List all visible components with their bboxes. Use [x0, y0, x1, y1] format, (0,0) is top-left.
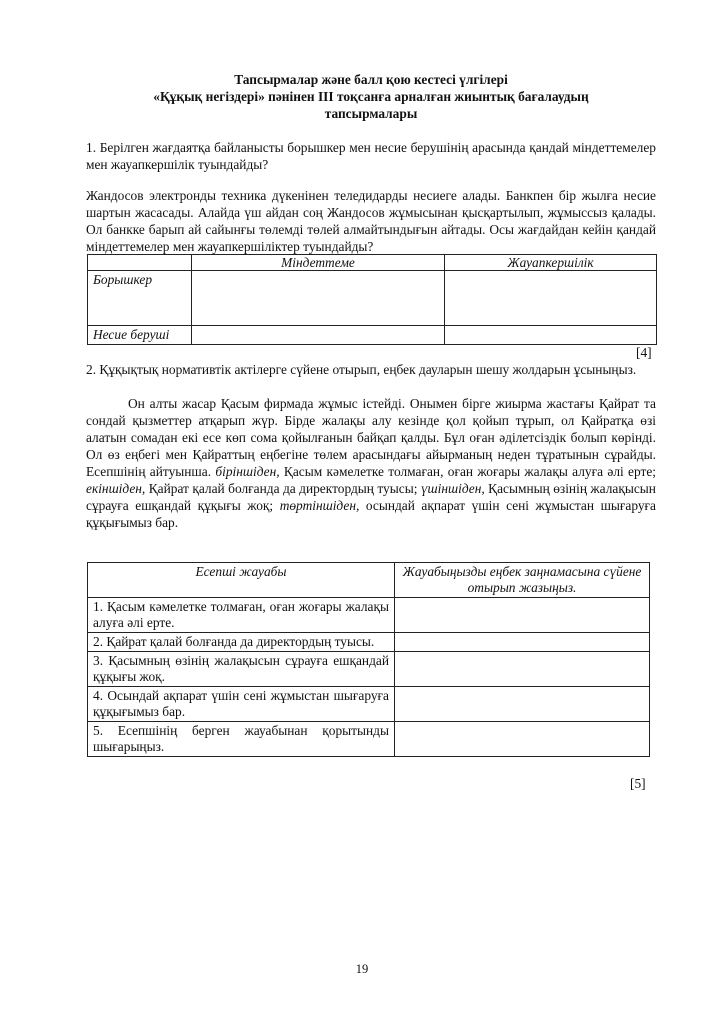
row-label-creditor: Несие беруші — [88, 326, 192, 345]
table-row — [88, 687, 650, 722]
table-row — [88, 326, 657, 345]
point-second: Қайрат қалай болғанда да директордың туысы; — [148, 481, 418, 496]
answer-cell[interactable] — [395, 598, 650, 633]
answer-cell[interactable] — [445, 326, 657, 345]
task1-question: 1. Берілген жағдаятқа байланысты борышкер мен несие берушінің арасында қандай міндеттемелер мен жауапкершілік туындайды? — [86, 140, 656, 172]
task2-header-your-answer: Жауабыңызды еңбек заңнамасына сүйене отырып жазыңыз. — [395, 563, 650, 598]
point-third: Қасымның өзінің жалақысын сұрауға ешқандай құқығы жоқ; — [86, 481, 656, 513]
marker-third: үшіншіден, — [420, 481, 485, 496]
marker-first: біріншіден, — [215, 464, 280, 479]
table-row — [88, 271, 657, 326]
task1-scenario: Жандосов электронды техника дүкенінен теледидарды несиеге алады. Банкпен бір жылға несие шартын жасасады. Алайда үш айдан соң Жандосов жұмысынан қысқартылып, жұмыссыз қалады. Ол банкке барып ай сайынғы төлемді төлей алмайтындығын айтады. Осы жағдайдан кейін қандай міндеттемелер мен жауапкершіліктер туындайды? — [86, 188, 656, 254]
table-row — [88, 633, 650, 652]
table-row — [88, 598, 650, 633]
document-title — [86, 71, 656, 122]
accountant-answer: 5. Есепшінің берген жауабынан қорытынды шығарыңыз. — [88, 722, 395, 757]
task1-table-header-row — [88, 255, 657, 271]
task2-score: [5] — [630, 776, 646, 791]
accountant-answer: 4. Осындай ақпарат үшін сені жұмыстан шығаруға құқығымыз бар. — [88, 687, 395, 722]
answer-cell[interactable] — [192, 326, 445, 345]
task2-header-accountant: Есепші жауабы — [88, 563, 395, 598]
table-row — [88, 652, 650, 687]
task1-header-obligation: Міндеттеме — [192, 255, 445, 271]
page-number: 19 — [355, 962, 369, 976]
accountant-answer: 1. Қасым кәмелетке толмаған, оған жоғары жалақы алуға әлі ерте. — [88, 598, 395, 633]
answer-cell[interactable] — [395, 633, 650, 652]
accountant-answer: 2. Қайрат қалай болғанда да директордың туысы. — [88, 633, 395, 652]
task1-header-responsibility: Жауапкершілік — [445, 255, 657, 271]
answer-cell[interactable] — [395, 687, 650, 722]
task1-header-empty — [88, 255, 192, 271]
task1-score: [4] — [636, 345, 652, 360]
answer-cell[interactable] — [395, 652, 650, 687]
task2-story — [86, 395, 656, 531]
point-first: Қасым кәмелетке толмаған, оған жоғары жалақы алуға әлі ерте; — [283, 464, 657, 479]
answer-cell[interactable] — [445, 271, 657, 326]
marker-second: екіншіден, — [86, 481, 146, 496]
marker-fourth: төртіншіден, — [279, 498, 360, 513]
story-main: Он алты жасар Қасым фирмада жұмыс істейді. Онымен бірге жиырма жастағы Қайрат та сондай қызметтер атқарып жүр. Бірде жалақы алу кезінде қол қойып тұрып, ол Қайратқа өзі алатын сомадан екі есе көп сома қойылғанын байқап қалды. Бұл оған әділетсіздік болып көрінді. Ол өз еңбегі мен Қайраттың еңбегіне төлем арасындағы айырманың неден тұратынын сұрайды. Есепшінің айтуынша. — [86, 396, 656, 479]
task2-table — [87, 562, 650, 757]
row-label-debtor: Борышкер — [88, 271, 192, 326]
title-line-1: Тапсырмалар және балл қою кестесі үлгілері — [234, 72, 508, 87]
task1-table — [87, 254, 657, 345]
accountant-answer: 3. Қасымның өзінің жалақысын сұрауға ешқандай құқығы жоқ. — [88, 652, 395, 687]
task2-question: 2. Құқықтық нормативтік актілерге сүйене отырып, еңбек дауларын шешу жолдарын ұсыныңыз. — [86, 362, 637, 377]
answer-cell[interactable] — [395, 722, 650, 757]
table-row — [88, 722, 650, 757]
title-line-2: «Құқық негіздері» пәнінен ІІІ тоқсанға арналған жиынтық бағалаудың — [153, 89, 589, 104]
point-fourth: осындай ақпарат үшін сені жұмыстан шығаруға құқығымыз бар. — [86, 498, 656, 530]
task2-table-header-row — [88, 563, 650, 598]
answer-cell[interactable] — [192, 271, 445, 326]
title-line-3: тапсырмалары — [324, 106, 418, 121]
